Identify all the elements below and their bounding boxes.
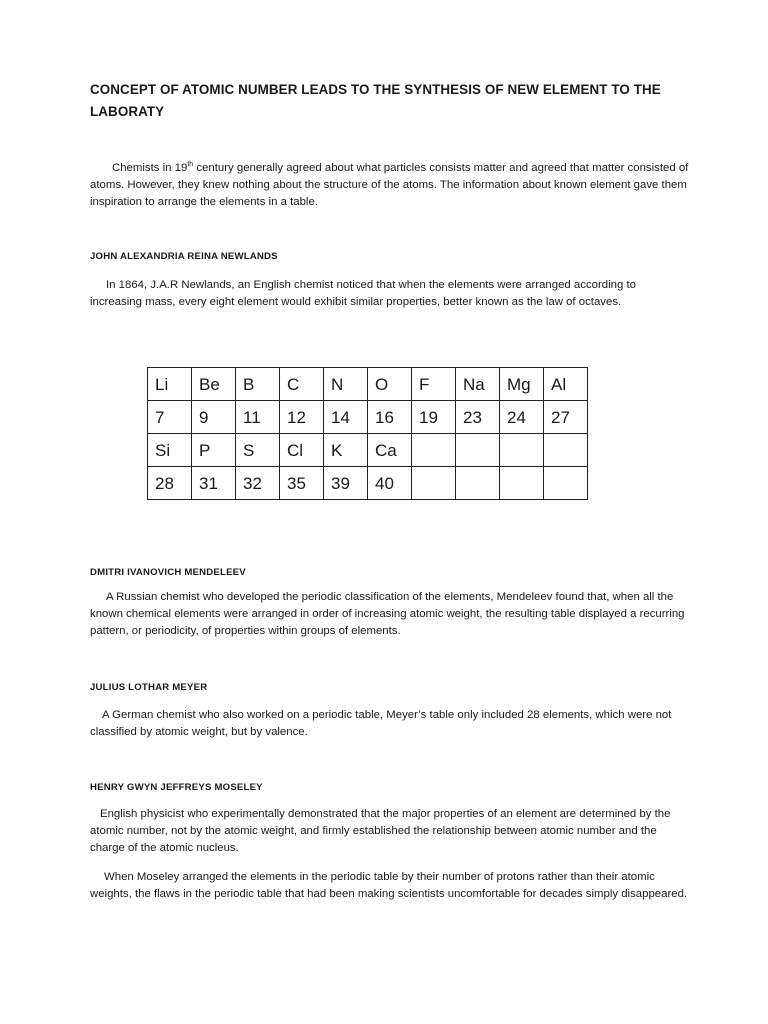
octaves-table-body (148, 368, 588, 500)
table-cell (500, 434, 544, 467)
table-cell: Al (544, 368, 588, 401)
table-cell: Si (148, 434, 192, 467)
table-cell: 32 (236, 467, 280, 500)
table-cell: Ca (368, 434, 412, 467)
table-cell: Na (456, 368, 500, 401)
table-cell (544, 467, 588, 500)
table-cell (544, 434, 588, 467)
table-cell: O (368, 368, 412, 401)
table-cell: Li (148, 368, 192, 401)
moseley-paragraph-1 (90, 806, 690, 858)
newlands-text: In 1864, J.A.R Newlands, an English chemist noticed that when the elements were arranged according to increasing mass, every eight element would exhibit similar properties, better known as the law of octaves. (90, 279, 636, 309)
intro-text-start: Chemists in 19 (112, 162, 188, 174)
table-cell: 35 (280, 467, 324, 500)
table-cell: 31 (192, 467, 236, 500)
intro-text-rest: century generally agreed about what particles consists matter and agreed that matter consisted of atoms. However, they knew nothing about the structure of the atoms. The information about known element gave them inspiration to arrange the elements in a table. (90, 162, 689, 209)
intro-superscript: th (187, 161, 194, 169)
table-row (148, 368, 588, 401)
table-cell (500, 467, 544, 500)
table-row (148, 401, 588, 434)
table-cell: Cl (280, 434, 324, 467)
table-cell (456, 467, 500, 500)
table-cell (456, 434, 500, 467)
moseley-paragraph-2 (90, 869, 690, 903)
table-cell: 14 (324, 401, 368, 434)
newlands-paragraph (90, 277, 690, 311)
table-cell (412, 467, 456, 500)
moseley-text-2: When Moseley arranged the elements in the periodic table by their number of protons rather than their atomic weights, the flaws in the periodic table that had been making scientists uncomfortable for decades simply disappeared. (90, 871, 688, 901)
table-cell: 28 (148, 467, 192, 500)
moseley-heading: HENRY GWYN JEFFREYS MOSELEY (90, 782, 263, 793)
newlands-heading: JOHN ALEXANDRIA REINA NEWLANDS (90, 251, 278, 262)
table-cell: B (236, 368, 280, 401)
table-cell: Mg (500, 368, 544, 401)
table-cell: 11 (236, 401, 280, 434)
table-cell: 12 (280, 401, 324, 434)
meyer-paragraph (90, 707, 690, 741)
table-row (148, 434, 588, 467)
table-cell: 23 (456, 401, 500, 434)
table-cell: N (324, 368, 368, 401)
meyer-heading: JULIUS LOTHAR MEYER (90, 682, 208, 693)
table-cell: Be (192, 368, 236, 401)
table-cell: K (324, 434, 368, 467)
table-row (148, 467, 588, 500)
table-cell: 9 (192, 401, 236, 434)
moseley-text-1: English physicist who experimentally demonstrated that the major properties of an element are determined by the atomic number, not by the atomic weight, and firmly established the relationship between atomic number and the charge of the atomic nucleus. (90, 808, 671, 855)
table-cell: 27 (544, 401, 588, 434)
mendeleev-text: A Russian chemist who developed the periodic classification of the elements, Mendeleev found that, when all the known chemical elements were arranged in order of increasing atomic weight, the resulting table displayed a recurring pattern, or periodicity, of properties within groups of elements. (90, 591, 685, 638)
table-cell: C (280, 368, 324, 401)
table-cell: P (192, 434, 236, 467)
law-of-octaves-table (147, 367, 588, 500)
intro-paragraph (90, 160, 690, 212)
table-cell: S (236, 434, 280, 467)
table-cell: 7 (148, 401, 192, 434)
meyer-text: A German chemist who also worked on a periodic table, Meyer’s table only included 28 elements, which were not classified by atomic weight, but by valence. (90, 709, 672, 739)
table-cell: 16 (368, 401, 412, 434)
table-cell (412, 434, 456, 467)
mendeleev-heading: DMITRI IVANOVICH MENDELEEV (90, 567, 246, 578)
table-cell: F (412, 368, 456, 401)
table-cell: 24 (500, 401, 544, 434)
mendeleev-paragraph (90, 589, 690, 641)
document-title: CONCEPT OF ATOMIC NUMBER LEADS TO THE SYNTHESIS OF NEW ELEMENT TO THE LABORATY (90, 82, 661, 119)
table-cell: 39 (324, 467, 368, 500)
table-cell: 40 (368, 467, 412, 500)
table-cell: 19 (412, 401, 456, 434)
